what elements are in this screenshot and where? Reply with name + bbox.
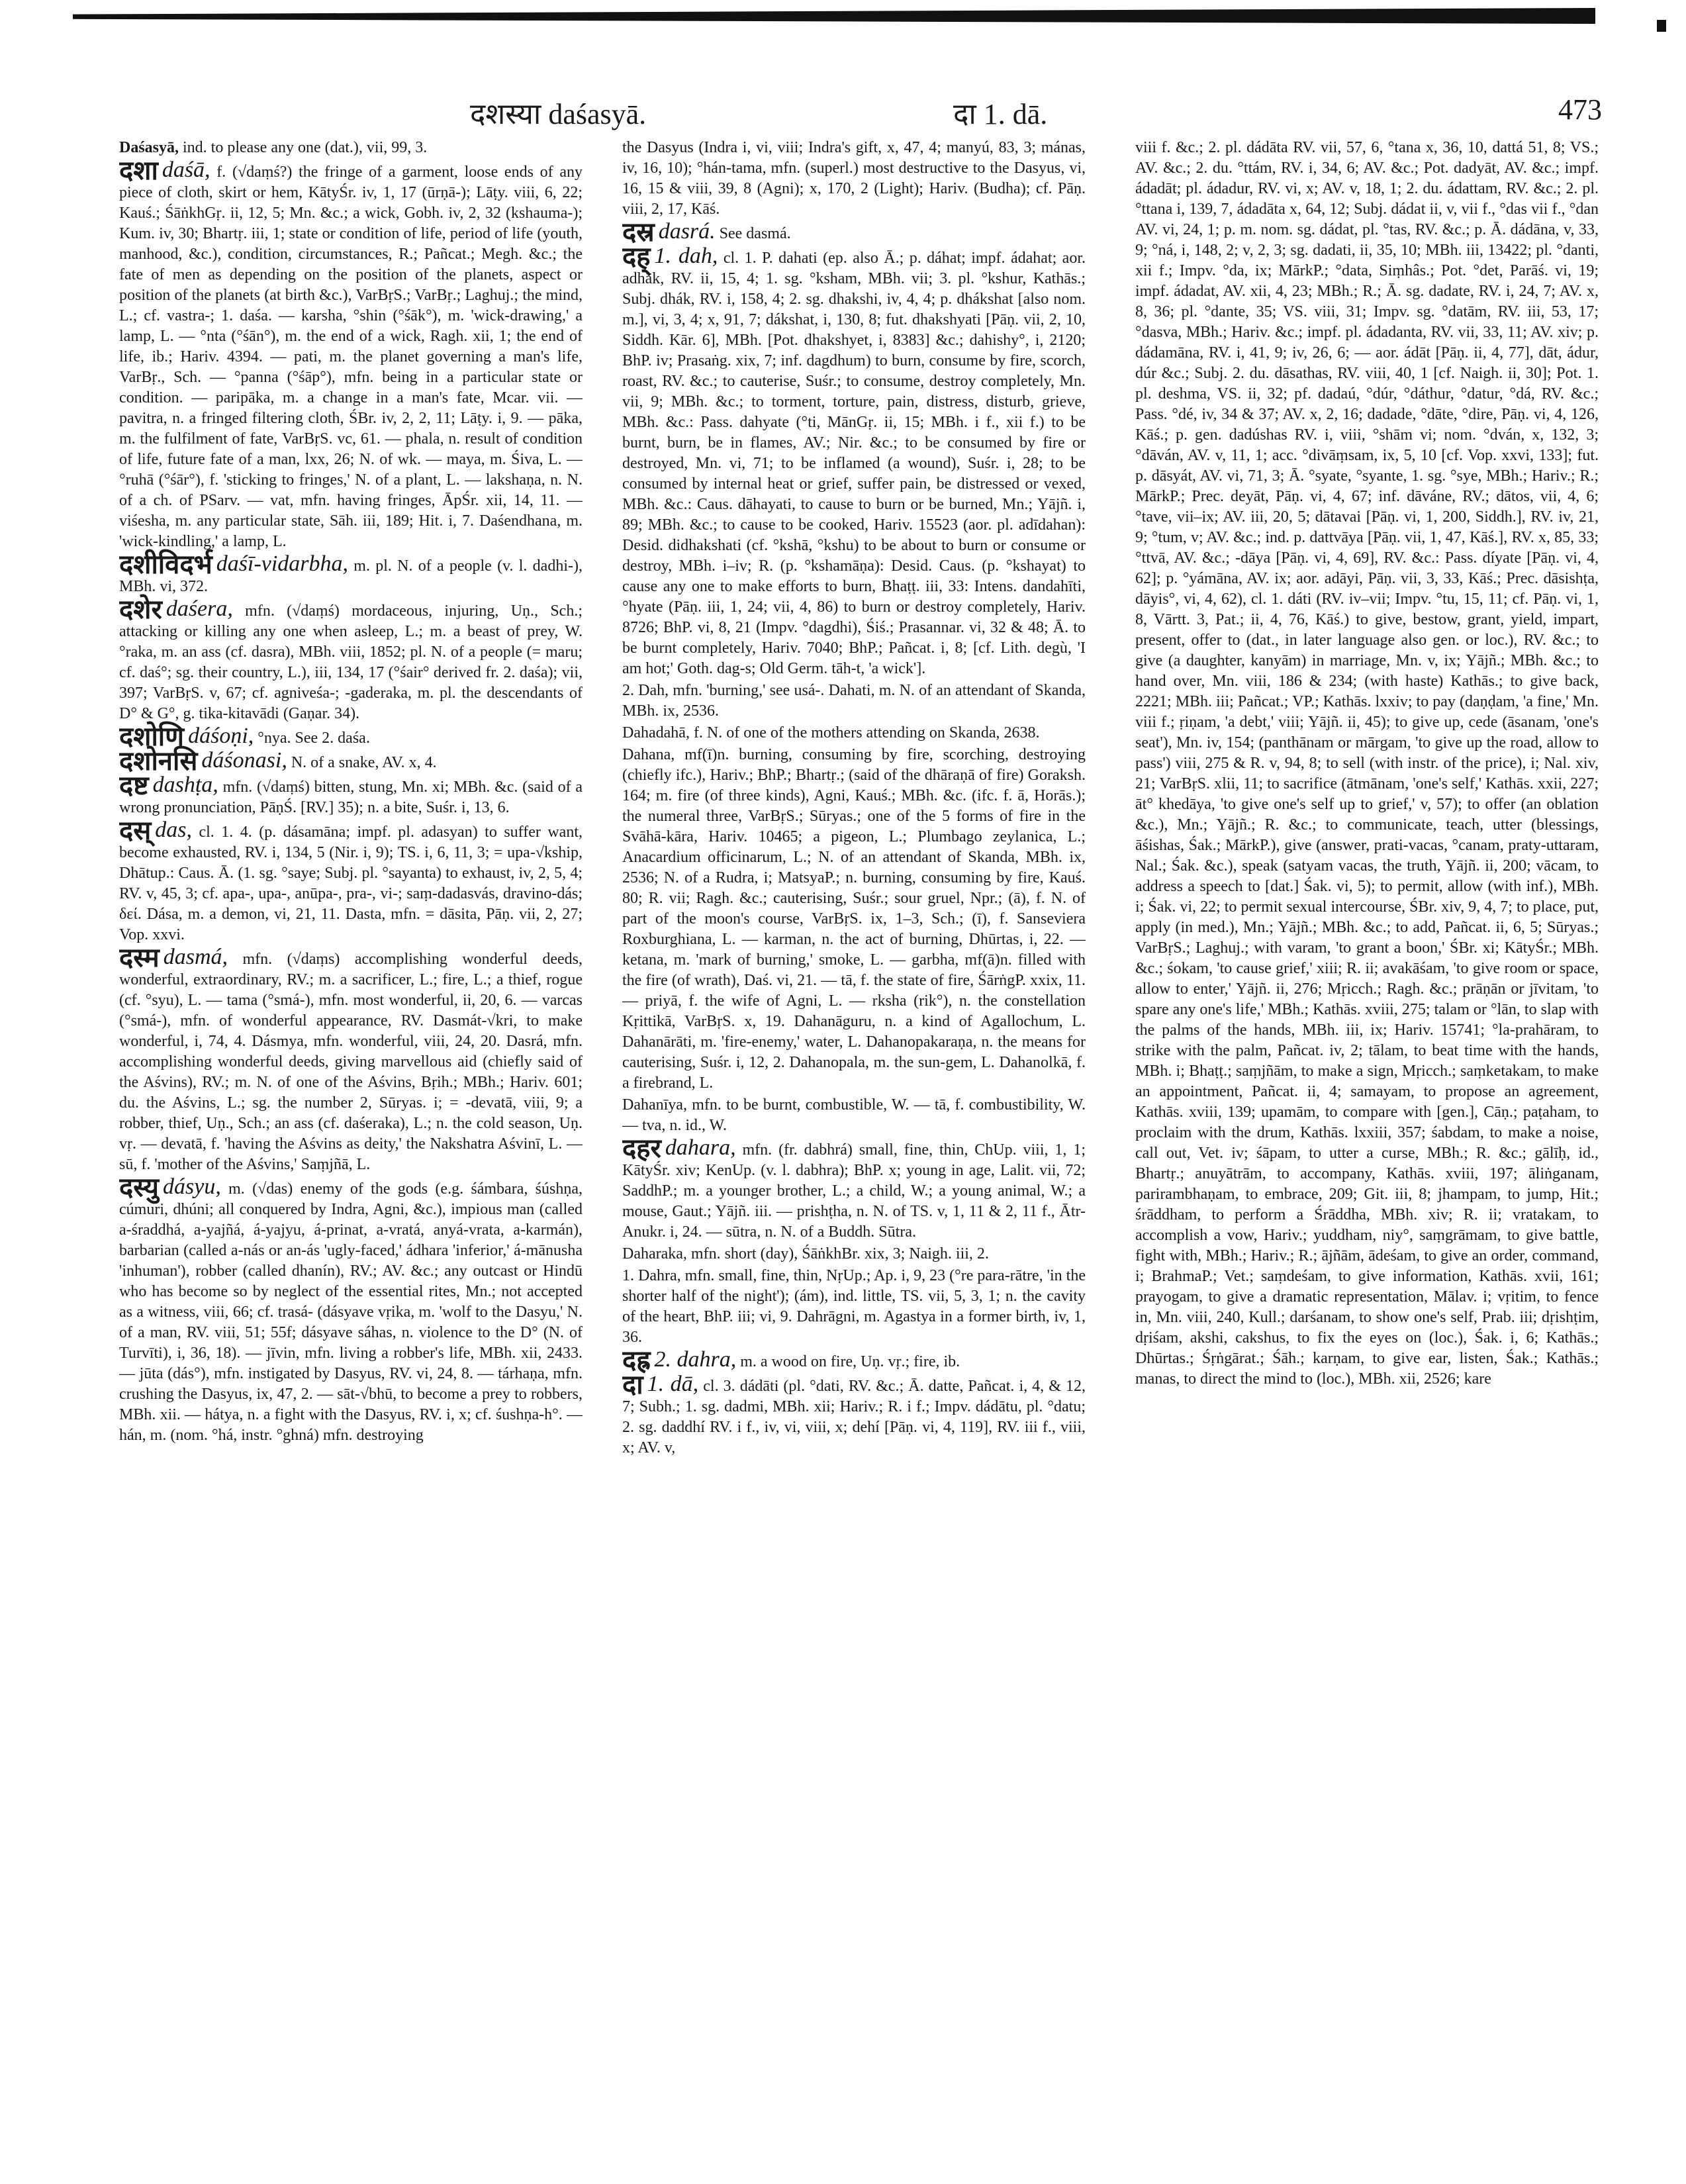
dictionary-entry bbox=[622, 745, 1086, 1094]
entry-definition: Dahana, mf(ī)n. burning, consuming by fire, scorching, destroying (chiefly ifc.), Hariv.; BhP.; Bhartṛ.; (said of the dhāraṇā of fire) Goraksh. 164; m. fire (of three kinds), Agni, Kauś.; MBh. &c. (ifc. f. ā, Horās.); the numeral three, VarBṛS.; Sūryas.; one of the 5 forms of fire in the Svāhā-kāra, Hariv. 10465; a pigeon, L.; Plumbago zeylanica, L.; Anacardium officinarum, L.; N. of an attendant of Skanda, MBh. ix, 2536; N. of a Rudra, i; MatsyaP.; n. burning, consuming by fire, Kauś. 80; R. vii; Ragh. &c.; cauterising, Suśr.; sour gruel, Npr.; (ā), f. N. of part of the moon's course, VarBṛS. ix, 1–3, Sch.; (ī), f. Sanseviera Roxburghiana, L. — karman, n. the act of burning, Dhūrtas, i, 22. — ketana, m. 'mark of burning,' smoke, L. — garbha, mf(ā)n. filled with the fire (of wrath), Daś. vi, 21. — tā, f. the state of fire, ŚārṅgP. xxix, 11. — priyā, f. the wife of Agni, L. — rksha (rik°), n. the constellation Kṛittikā, VarBṛS. x, 19. Dahanāguru, n. a kind of Agallochum, L. Dahanārāti, m. 'fire-enemy,' water, L. Dahanopakaraṇa, n. the means for cauterising, Suśr. i, 12, 2. Dahanopala, m. the sun-gem, L. Dahanolkā, f. a firebrand, L. bbox=[622, 746, 1086, 1092]
scan-edge-mark bbox=[1657, 20, 1666, 32]
dictionary-entry bbox=[622, 138, 1086, 220]
column-3 bbox=[1135, 138, 1599, 2150]
dictionary-entry bbox=[119, 943, 583, 1175]
entry-definition: cl. 1. 4. (p. dásamāna; impf. pl. adasyan) to suffer want, become exhausted, RV. i, 134, 5 (Nir. i, 9); TS. i, 6, 11, 3; = upa-√kship, Dhātup.: Caus. Ā. (1. sg. °saye; Subj. pl. °sayanta) to exhaust, iv, 2, 5, 4; RV. v, 45, 3; cf. apa-, upa-, anūpa-, pra-, vi-; saṃ-dadasvás, dravino-dás; δεί. Dása, m. a demon, vi, 21, 11. Dasta, mfn. = dāsita, Pāṇ. vii, 2, 27; Vop. xxvi. bbox=[119, 824, 583, 943]
top-scan-band bbox=[0, 0, 1686, 33]
entry-transliteration: dasmá, bbox=[163, 945, 228, 969]
entry-headword: Daśasyā, bbox=[119, 139, 179, 156]
entry-definition: m. a wood on fire, Uṇ. vṛ.; fire, ib. bbox=[736, 1353, 960, 1370]
entry-transliteration: 1. dah, bbox=[654, 244, 718, 268]
dictionary-entry bbox=[622, 1370, 1086, 1458]
entry-definition: See dasmá. bbox=[715, 225, 791, 242]
entry-devanagari: दशीविदर्भ bbox=[119, 549, 212, 579]
dictionary-entry bbox=[622, 1133, 1086, 1243]
column-2 bbox=[622, 138, 1086, 2150]
entry-transliteration: 2. dahra, bbox=[654, 1347, 737, 1372]
entry-definition: the Dasyus (Indra i, vi, viii; Indra's gift, x, 47, 4; manyú, 83, 3; mánas, iv, 16, 10); °hán-tama, mfn. (superl.) most destructive to the Dasyus, vi, 16, 15 & viii, 39, 8 (Agni); x, 170, 2 (Light); Hariv. (Budha); cf. Pāṇ. viii, 2, 17, Kāś. bbox=[622, 139, 1086, 218]
entry-definition: m. (√das) enemy of the gods (e.g. śámbara, śúshṇa, cúmuri, dhúni; all conquered by Indra, Agni, &c.), impious man (called a-śraddhá, a-yajñá, á-yajyu, á-prinat, a-vratá, anyá-vrata, a-karmán), barbarian (called a-nás or an-ás 'ugly-faced,' ádhara 'inferior,' á-mānusha 'inhuman'), robber (called dhanín), RV.; AV. &c.; any outcast or Hindū who has become so by neglect of the essential rites, Mn.; not accepted as a witness, viii, 66; cf. trasá- (dásyave vṛika, m. 'wolf to the Dasyu,' N. of a man, RV. viii, 51; 55f; dásyave sáhas, n. violence to the D° (N. of Turvīti), i, 36, 18). — jīvin, mfn. living a robber's life, MBh. xii, 2433. — jūta (dás°), mfn. instigated by Dasyus, RV. vi, 24, 8. — tárhaṇa, mfn. crushing the Dasyus, ix, 47, 2. — sāt-√bhū, to become a prey to robbers, MBh. xii. — hátya, n. a fight with the Dasyus, RV. i, x; cf. śushṇa-h°. — hán, m. (nom. °há, instr. °ghná) mfn. destroying bbox=[119, 1180, 583, 1444]
dictionary-entry bbox=[622, 1266, 1086, 1348]
dictionary-entry bbox=[119, 138, 583, 158]
entry-devanagari: दह् bbox=[622, 242, 651, 271]
entry-definition: viii f. &c.; 2. pl. dádāta RV. vii, 57, 6, °tana x, 36, 10, dattá 51, 8; VS.; AV. &c.; 2. du. °ttám, RV. i, 34, 6; AV. &c.; Pot. dadyāt, AV. &c.; impf. ádadāt; pl. ádadur, RV. vi, x; AV. v, 18, 1; 2. du. ádattam, RV. &c.; 2. pl. °ttana i, 139, 7, ádadāta x, 64, 12; Subj. dádat ii, v, vii f., °das vii f., °dan AV. vi, 24, 1; p. m. nom. sg. dádat, pl. °tas, RV. &c.; p. Ā. dádāna, v, 33, 9; °ná, i, 148, 2; v, 2, 3; sg. dadati, ii, 35, 10; MBh. iii, 13422; pl. °danti, xii f.; Impv. °da, ix; MārkP.; °data, Siṃhâs.; Pot. °det, Parāś. vi, 19; impf. ádadat, AV. xii, 4, 23; MBh.; R.; Ā. sg. dadate, RV. i, 24, 7; AV. x, 8, 36; pl. °dante, 35; VS. viii, 31; Impv. sg. °datām, RV. iii, 53, 17; °dasva, MBh.; Hariv. &c.; impf. pl. ádadanta, RV. vii, 33, 11; AV. xiv; p. dádamāna, RV. i, 41, 9; iv, 26, 6; — aor. ádāt [Pāṇ. ii, 4, 77], dāt, ádur, dúr &c.; Subj. 2. du. dāsathas, RV. viii, 40, 1 [cf. Naigh. ii, 30]; Pot. 1. pl. deshma, VS. ii, 32; pf. dadaú, °dúr, °dáthur, °datur, °dá, RV. &c.; Pass. °dé, iv, 34 & 37; AV. x, 2, 16; dadade, °dāte, °dire, Pāṇ. vi, 4, 126, Kāś.; p. gen. dadúshas RV. i, viii, °shām vi; nom. °dván, x, 132, 3; °dāván, AV. v, 11, 1; acc. °divāṃsam, ix, 5, 10 [cf. Vop. xxvi, 133]; fut. p. dāsyát, AV. vi, 71, 3; Ā. °syate, °syante, 1. sg. °sye, MBh.; Hariv.; R.; MārkP.; Prec. deyāt, Pāṇ. vi, 4, 67; inf. dāváne, RV.; dātos, vii, 4, 6; °tave, vii–ix; AV. iii, 20, 5; dātavai [Pāṇ. vi, 1, 200, Siddh.], RV. iv, 21, 9; °tum, v; AV. &c.; ind. p. dattvāya [Pāṇ. vii, 1, 47, Kāś.], RV. x, 85, 33; °ttvā, AV. &c.; -dāya [Pāṇ. vi, 4, 69], RV. &c.: Pass. díyate [Pāṇ. vi, 4, 62]; p. °yámāna, AV. ix; aor. adāyi, Pāṇ. vii, 3, 33, Kāś.; Prec. dāsishṭa, dāyis°, vi, 4, 62), cl. 1. dáti (RV. iv–vii; Impv. °tu, 15, 11; cf. Pāṇ. vi, 1, 8, Vārtt. 3, Pat.; ii, 4, 76, Kāś.) to give, bestow, grant, yield, impart, present, offer to (dat., in later language also gen. or loc.), RV. &c.; to give (a daughter, kanyām) in marriage, Mn. v, ix; Yājñ.; MBh. &c.; to hand over, Mn. viii, 186 & 234; (with haste) Kathās.; to give back, 2221; MBh. iii; Pañcat.; VP.; Kathās. lxxiv; to pay (daṇḍam, 'a fine,' Mn. viii f.; ṛiṇam, 'a debt,' viii; Yājñ. ii, 45); to give up, cede (āsanam, 'one's seat'), Mn. iv, 154; (panthānam or mārgam, 'to give up the road, allow to pass') viii, 275 & R. v, 94, 8; to sell (with instr. of the price), i; Nal. xiv, 21; VarBṛS. xlii, 11; to sacrifice (ātmānam, 'one's self,' Kathās. xxii, 227; āt° khedāya, 'to give one's self up to grief,' v, 57); to offer (an oblation &c.), Mn.; Yājñ.; R. &c.; to communicate, teach, utter (blessings, āśishas, Śak.; MārkP.), give (answer, prati-vacas, °canam, praty-uttaram, Nal.; Śak. &c.), speak (satyam vacas, the truth, Yājñ. ii, 200; vācam, to address a speech to [dat.] Śak. vi, 5); to permit, allow (with inf.), MBh. i; Śak. vi, 22; to permit sexual intercourse, ŚBr. xiv, 9, 4, 7; to place, put, apply (in med.), Mn.; Yājñ.; MBh. &c.; to add, Pañcat. ii, 6, 5; Sūryas.; VarBṛS.; Laghuj.; with varam, 'to grant a boon,' ŚBr. xi; KātyŚr.; MBh. &c.; śokam, 'to cause grief,' xiii; R. ii; avakāśam, 'to give room or space, allow to enter,' Yājñ. ii, 276; Mṛicch.; Ragh. &c.; prāṇān or jīvitam, 'to spare any one's life,' MBh.; Kathās. xviii, 275; talam or °lān, to slap with the palms of the hands, MBh. iii, ix; Hariv. 15741; °la-prahāram, to strike with the palm, Pañcat. iv, 2; tālam, to beat time with the hands, MBh. i; Bhaṭṭ.; saṃjñām, to make a sign, Mṛicch.; saṃketakam, to make an appointment, Pañcat. ii, 4; samayam, to propose an agreement, Kathās. xviii, 139; upamām, to compare with [gen.], Cāṇ.; paṭaham, to proclaim with the drum, Kathās. lxxiii, 357; śabdam, to make a noise, call out, Vet. iv; śāpam, to utter a curse, MBh.; R. &c.; gālīḥ, id., Bhartṛ.; anuyātrām, to accompany, Kathās. xviii, 197; āliṅganam, parirambhaṇam, to embrace, 209; Git. iii, 8; jhampam, to jump, Hit.; śrāddham, to perform a Śrāddha, MBh. xiv; R. ii; vratakam, to accomplish a vow, Hariv.; yuddham, niy°, saṃgrāmam, to give battle, fight with, MBh.; Hariv.; R.; ājñām, ādeśam, to give an order, command, i; BrahmaP.; Vet.; saṃdeśam, to give information, Kathās. xvii, 161; prayogam, to give a dramatic representation, Mālav. i; vṛitim, to fence in, Mn. viii, 240, Kull.; darśanam, to show one's self, Prab. iii; dṛishṭim, dṛiśam, akshi, cakshus, to fix the eyes on (loc.), Śak. i, 6; Kathās.; Dhūrtas.; Śṛṅgārat.; Śāh.; karṇam, to give ear, listen, Śak.; Kathās.; manas, to direct the mind to (loc.), MBh. xii, 2526; kare bbox=[1135, 139, 1599, 1388]
entry-definition: cl. 1. P. dahati (ep. also Ā.; p. dáhat; impf. ádahat; aor. adhāk, RV. ii, 15, 4; 1. sg. °ksham, MBh. vii; 3. pl. °kshur, Kathās.; Subj. dhák, RV. i, 158, 4; 2. sg. dhakshi, iv, 4, 4; p. dhákshat [also nom. m.], vi, 3, 4; x, 91, 7; dákshat, i, 130, 8; fut. dhakshyati [Pāṇ. vii, 2, 10, Siddh. Kār. 6], MBh. [Pot. dhakshyet, i, 8383] &c.; dahishy°, i, 2120; BhP. iv; Prasaṅg. xix, 7; inf. dagdhum) to burn, consume by fire, scorch, roast, RV. &c.; to cauterise, Suśr.; to consume, destroy completely, Mn. vii, 9; MBh. &c.; to torment, torture, pain, distress, disturb, grieve, MBh. &c.: Pass. dahyate (°ti, MānGṛ. ii, 15; MBh. i f., xii f.) to be burnt, burn, be in flames, AV.; Nir. &c.; to be consumed by fire or destroyed, Mn. vi, 71; to be inflamed (a wound), Suśr. i, 28; to be consumed by internal heat or grief, suffer pain, be distressed or vexed, MBh. &c.: Caus. dāhayati, to cause to burn or be burned, Mn.; Yājñ. i, 89; MBh. &c.; to cause to be cooked, Hariv. 15523 (aor. pl. adīdahan): Desid. didhakshati (cf. °kshā, °kshu) to be about to burn or consume or destroy, MBh. i–iv; R. (p. °kshamāṇa): Desid. Caus. (p. °kshayat) to cause any one to make efforts to burn, Bhaṭṭ. iii, 33: Intens. dandahīti, °hyate (Pāṇ. iii, 1, 24; vii, 4, 86) to burn or destroy completely, Hariv. 8726; BhP. vi, 8, 21 (Impv. °dagdhi), Śiś.; Prasannar. vi, 32 & 48; Ā. to be burnt completely, Hariv. 7040; BhP.; Pañcat. i, 8; [cf. Lith. degù, 'I am hot;' Goth. dag-s; Old Germ. tāh-t, 'a wick']. bbox=[622, 250, 1086, 677]
entry-devanagari: दशा bbox=[119, 156, 158, 185]
entry-transliteration: 1. dā, bbox=[647, 1372, 699, 1396]
dictionary-entry bbox=[119, 594, 583, 724]
entry-transliteration: das, bbox=[155, 818, 193, 842]
dictionary-entry bbox=[119, 156, 583, 552]
entry-devanagari: दा bbox=[622, 1370, 643, 1400]
entry-definition: Dahadahā, f. N. of one of the mothers attending on Skanda, 2638. bbox=[622, 724, 1040, 741]
dictionary-entry bbox=[622, 1244, 1086, 1264]
entry-transliteration: dáśonasi, bbox=[201, 748, 287, 773]
entry-definition: mfn. (√daṃs) accomplishing wonderful deeds, wonderful, extraordinary, RV.; m. a sacrificer, L.; fire, L.; a thief, rogue (cf. °syu), L. — tama (°smá-), mfn. most wonderful, ii, 20, 6. — varcas (°smá-), mfn. of wonderful appearance, RV. Dasmát-√kri, to make wonderful, i, 74, 4. Dásmya, mfn. wonderful, viii, 24, 20. Dasrá, mfn. accomplishing wonderful deeds, giving marvellous aid (chiefly said of the Aśvins), RV.; m. N. of one of the Aśvins, Bṛih.; MBh.; Hariv. 601; du. the Aśvins, L.; sg. the number 2, Sūryas. i; = -devatā, viii, 9; a robber, thief, Uṇ., Sch.; an ass (cf. daśeraka), L.; n. the cold season, Uṇ. vṛ. — devatā, f. 'having the Aśvins as deity,' the Nakshatra Aśvinī, L. — sū, f. 'mother of the Aśvins,' Saṃjñā, L. bbox=[119, 951, 583, 1173]
running-header bbox=[119, 93, 1602, 139]
entry-transliteration: dasrá. bbox=[658, 219, 716, 244]
header-left-word: दशस्या daśasyā. bbox=[470, 98, 647, 130]
entry-definition: 2. Dah, mfn. 'burning,' see usá-. Dahati, m. N. of an attendant of Skanda, MBh. ix, 2536. bbox=[622, 682, 1086, 720]
dictionary-entry bbox=[622, 217, 1086, 247]
entry-definition: 1. Dahra, mfn. small, fine, thin, NṛUp.; Ap. i, 9, 23 (°re para-rātre, 'in the shorter half of the night'); (ám), ind. little, TS. vii, 5, 3, 1; n. the cavity of the heart, BhP. iii; vi, 9. Dahrāgni, m. Agastya in a former birth, iv, 1, 36. bbox=[622, 1267, 1086, 1346]
entry-devanagari: दस्यु bbox=[119, 1172, 159, 1202]
entry-definition: m. pl. N. of a people (v. l. dadhi-), MBh. vi, 372. bbox=[119, 557, 583, 595]
entry-devanagari: दस्र bbox=[622, 217, 655, 247]
entry-devanagari: दह्र bbox=[622, 1345, 651, 1375]
entry-definition: Daharaka, mfn. short (day), ŚāṅkhBr. xix, 3; Naigh. iii, 2. bbox=[622, 1245, 989, 1262]
entry-definition: mfn. (fr. dabhrá) small, fine, thin, ChUp. viii, 1, 1; KātyŚr. xiv; KenUp. (v. l. dabhra); BhP. x; young in age, Lalit. vii, 72; SaddhP.; m. a younger brother, L.; a child, W.; a young animal, W.; a mouse, Gaut.; Yājñ. iii. — prishṭha, n. N. of TS. v, 1, 11 & 2, 11 f., Ātr-Anukr. i, 24. — sūtra, n. N. of a Buddh. Sūtra. bbox=[622, 1141, 1086, 1241]
dictionary-entry bbox=[622, 681, 1086, 722]
dictionary-entry bbox=[1135, 138, 1599, 1390]
entry-devanagari: दशोणि bbox=[119, 722, 185, 751]
dictionary-entry bbox=[119, 549, 583, 597]
dictionary-entry bbox=[622, 242, 1086, 679]
entry-definition: cl. 3. dádāti (pl. °dati, RV. &c.; Ā. datte, Pañcat. i, 4, & 12, 7; Subh.; 1. sg. dadmi, MBh. xii; Hariv.; R. i f.; Impv. dádātu, pl. °datu; 2. sg. daddhí RV. i f., iv, vi, viii, x; dehí [Pāṇ. vi, 4, 119], RV. iii f., viii, x; AV. v, bbox=[622, 1378, 1086, 1456]
entry-devanagari: दशेर bbox=[119, 594, 162, 624]
dictionary-entry bbox=[119, 1172, 583, 1446]
dictionary-entry bbox=[119, 816, 583, 945]
dictionary-entry bbox=[622, 1345, 1086, 1375]
entry-definition: Dahanīya, mfn. to be burnt, combustible, W. — tā, f. combustibility, W. — tva, n. id., W. bbox=[622, 1096, 1086, 1134]
header-middle-word: दा 1. dā. bbox=[953, 98, 1048, 130]
column-1 bbox=[119, 138, 583, 2150]
entry-definition: N. of a snake, AV. x, 4. bbox=[287, 754, 437, 771]
entry-definition: mfn. (√daṃś) mordaceous, injuring, Uṇ., Sch.; attacking or killing any one when asleep, L.; m. a beast of prey, W. °raka, m. an ass (cf. dasra), MBh. viii, 1852; pl. N. of a people (= maru; cf. daś°; sg. their country, L.), iii, 134, 17 (°śair° derived fr. 2. daśa); vii, 397; VarBṛS. v, 67; cf. agniveśa-; -gaderaka, m. pl. the descendants of D° & G°, g. tika-kitavādi (Gaṇar. 34). bbox=[119, 602, 583, 722]
entry-transliteration: dashṭa, bbox=[152, 773, 218, 797]
entry-devanagari: दहर bbox=[622, 1133, 661, 1163]
scan-edge-bar bbox=[73, 8, 1595, 24]
entry-definition: °nya. See 2. daśa. bbox=[254, 730, 370, 747]
dictionary-entry bbox=[622, 723, 1086, 743]
entry-transliteration: dahara, bbox=[665, 1135, 736, 1160]
entry-devanagari: दष्ट bbox=[119, 771, 149, 800]
entry-definition: f. (√daṃś?) the fringe of a garment, loose ends of any piece of cloth, skirt or hem, KātyŚr. iv, 1, 17 (ūrṇā-); Lāṭy. viii, 6, 22; Kauś.; ŚāṅkhGṛ. ii, 12, 5; Mn. &c.; a wick, Gobh. iv, 2, 32 (kshauma-); Kum. iv, 30; Bhartṛ. iii, 1; state or condition of life, period of life (youth, manhood, &c.), condition, circumstances, R.; Pañcat.; Megh. &c.; the fate of men as depending on the position of the planets, aspect or position of the planets (at birth &c.), VarBṛS.; VarBṛ.; Laghuj.; the mind, L.; cf. vastra-; 1. daśa. — karsha, °shin (°śāk°), m. 'wick-drawing,' a lamp, L. — °nta (°śān°), m. the end of a wick, Ragh. xii, 1; the end of life, ib.; Hariv. 4394. — pati, m. the planet governing a man's life, VarBṛ., Sch. — °panna (°śāp°), mfn. being in a particular state or condition. — paripāka, m. a change in a man's fate, Mcar. vii. — pavitra, n. a fringed filtering cloth, ŚBr. iv, 2, 2, 11; Lāṭy. i, 9. — pāka, m. the fulfilment of fate, VarBṛS. vc, 61. — phala, n. result of condition of life, future fate of a man, lxx, 26; N. of wk. — maya, m. Śiva, L. — °ruhā (°śār°), f. 'sticking to fringes,' N. of a plant, L. — lakshaṇa, n. N. of a ch. of PSarv. — vat, mfn. having fringes, ĀpŚr. xii, 14, 11. — viśesha, m. any particular state, Sāh. iii, 189; Hit. i, 7. Daśendhana, m. 'wick-kindling,' a lamp, L. bbox=[119, 164, 583, 550]
entry-transliteration: daśā, bbox=[162, 158, 211, 182]
entry-devanagari: दस्म bbox=[119, 943, 160, 973]
dictionary-entry bbox=[622, 1095, 1086, 1136]
entry-devanagari: दस् bbox=[119, 816, 152, 845]
entry-devanagari: दशोनसि bbox=[119, 746, 198, 776]
entry-definition: mfn. (√daṃś) bitten, stung, Mn. xi; MBh. &c. (said of a wrong pronunciation, PāṇŚ. [RV.] 35); n. a bite, Suśr. i, 13, 6. bbox=[119, 779, 583, 816]
entry-transliteration: daśī-vidarbha, bbox=[216, 551, 349, 576]
page-number: 473 bbox=[1558, 93, 1602, 126]
entry-transliteration: daśera, bbox=[165, 596, 233, 621]
entry-transliteration: dáśoṇi, bbox=[188, 724, 254, 748]
dictionary-entry bbox=[119, 722, 583, 751]
entry-definition: ind. to please any one (dat.), vii, 99, 3. bbox=[179, 139, 428, 156]
entry-transliteration: dásyu, bbox=[163, 1174, 221, 1199]
dictionary-entry bbox=[119, 746, 583, 776]
dictionary-entry bbox=[119, 771, 583, 818]
